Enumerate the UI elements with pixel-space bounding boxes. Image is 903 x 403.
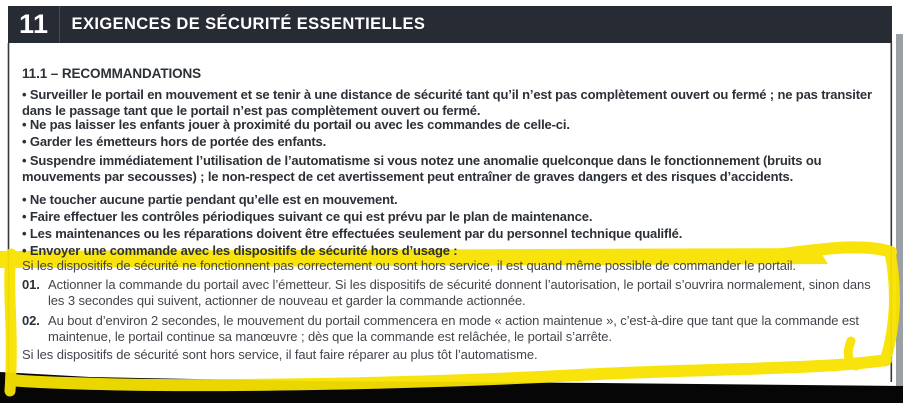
step-item — [22, 313, 880, 344]
step-number: 02. — [22, 313, 40, 328]
recommendation-item: • Les maintenances ou les réparations doivent être effectuées seulement par du personnel technique qualiflé. — [22, 226, 683, 241]
subsection-heading: 11.1 – RECOMMANDATIONS — [22, 66, 202, 81]
step-item — [22, 277, 880, 308]
section-title: EXIGENCES DE SÉCURITÉ ESSENTIELLES — [71, 15, 426, 34]
section-number: 11 — [19, 9, 49, 39]
recommendation-item: • Envoyer une commande avec les dispositifs de sécurité hors d’usage : — [22, 243, 458, 258]
recommendation-item: • Ne pas laisser les enfants jouer à proximité du portail ou avec les commandes de celle-ci. — [22, 117, 570, 132]
section-header — [8, 6, 892, 43]
recommendation-item: • Garder les émetteurs hors de portée des enfants. — [22, 134, 327, 149]
out-of-service-note: Si les dispositifs de sécurité sont hors service, il faut faire réparer au plus tôt l’automatisme. — [22, 347, 538, 362]
highlighted-note: Si les dispositifs de sécurité ne fonctionnent pas correctement ou sont hors service, il est quand même possible de commander le portail. — [22, 258, 796, 273]
recommendation-item: • Suspendre immédiatement l’utilisation de l’automatisme si vous notez une anomalie quelconque dans le fonctionnement (bruits ou mouvements par secousses) ; le non-respect de cet avertissement peut entraîner de graves dangers et des risques d’accidents. — [22, 153, 822, 184]
recommendation-item: • Ne toucher aucune partie pendant qu’elle est en mouvement. — [22, 192, 398, 207]
step-text: Au bout d’environ 2 secondes, le mouvement du portail commencera en mode « action maintenue », c’est-à-dire que tant que la commande est maintenue, le portail continue sa manœuvre ; dès que la commande est relâchée, le portail s’arrête. — [48, 313, 859, 344]
recommendation-item: • Surveiller le portail en mouvement et se tenir à une distance de sécurité tant qu’il n’est pas complètement ouvert ou fermé ; ne pas transiter dans le passage tant que le portail n’est pas complètement ouvert ou fermé. — [22, 87, 872, 118]
recommendation-item: • Faire effectuer les contrôles périodiques suivant ce qui est prévu par le plan de maintenance. — [22, 209, 593, 224]
header-separator — [59, 6, 60, 43]
step-text: Actionner la commande du portail avec l’émetteur. Si les dispositifs de sécurité donnent l’autorisation, le portail s’ouvrira normalement, sinon dans les 3 secondes qui suivent, actionner de nouveau et garder la commande actionnée. — [48, 277, 871, 308]
step-number: 01. — [22, 277, 40, 292]
